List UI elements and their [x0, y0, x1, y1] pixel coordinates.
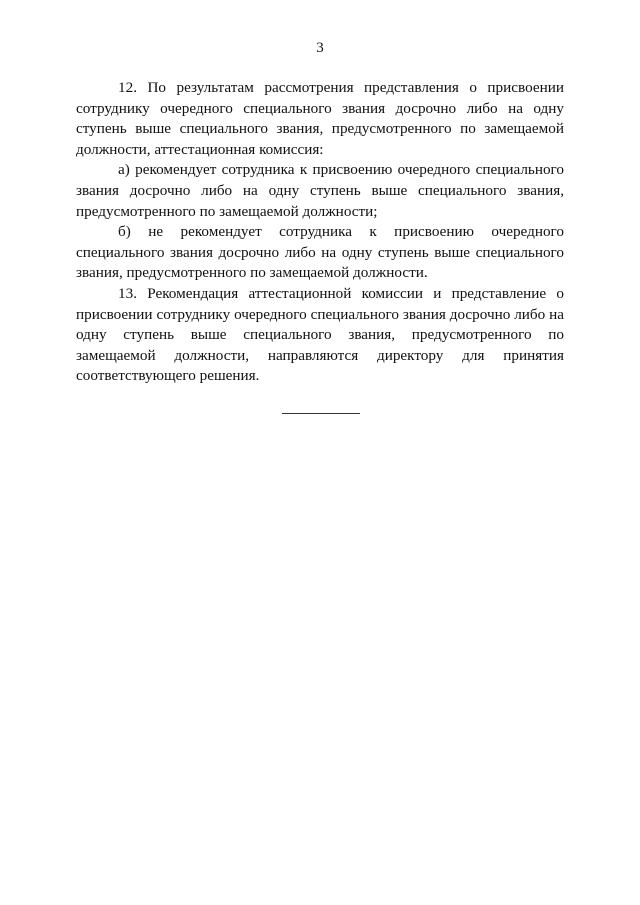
paragraph-12a: а) рекомендует сотрудника к присвоению очередного специального звания досрочно либо на одну ступень выше специального звания, предусмотренного по замещаемой должности; [76, 161, 564, 220]
paragraph-12b: б) не рекомендует сотрудника к присвоению очередного специального звания досрочно либо на одну ступень выше специального звания, предусмотренного по замещаемой должности. [76, 223, 564, 282]
paragraph-13: 13. Рекомендация аттестационной комиссии и представление о присвоении сотруднику очередного специального звания досрочно либо на одну ступень выше специального звания, предусмотренного по замещаемой должности, направляются директору для принятия соответствующего решения. [76, 284, 564, 385]
end-separator-line [282, 413, 360, 414]
page-number: 3 [316, 40, 324, 56]
document-body [76, 78, 564, 387]
paragraph-12: 12. По результатам рассмотрения представления о присвоении сотруднику очередного специального звания досрочно либо на одну ступень выше специального звания, предусмотренного по замещаемой должности, аттестационная комиссия: [76, 79, 564, 158]
